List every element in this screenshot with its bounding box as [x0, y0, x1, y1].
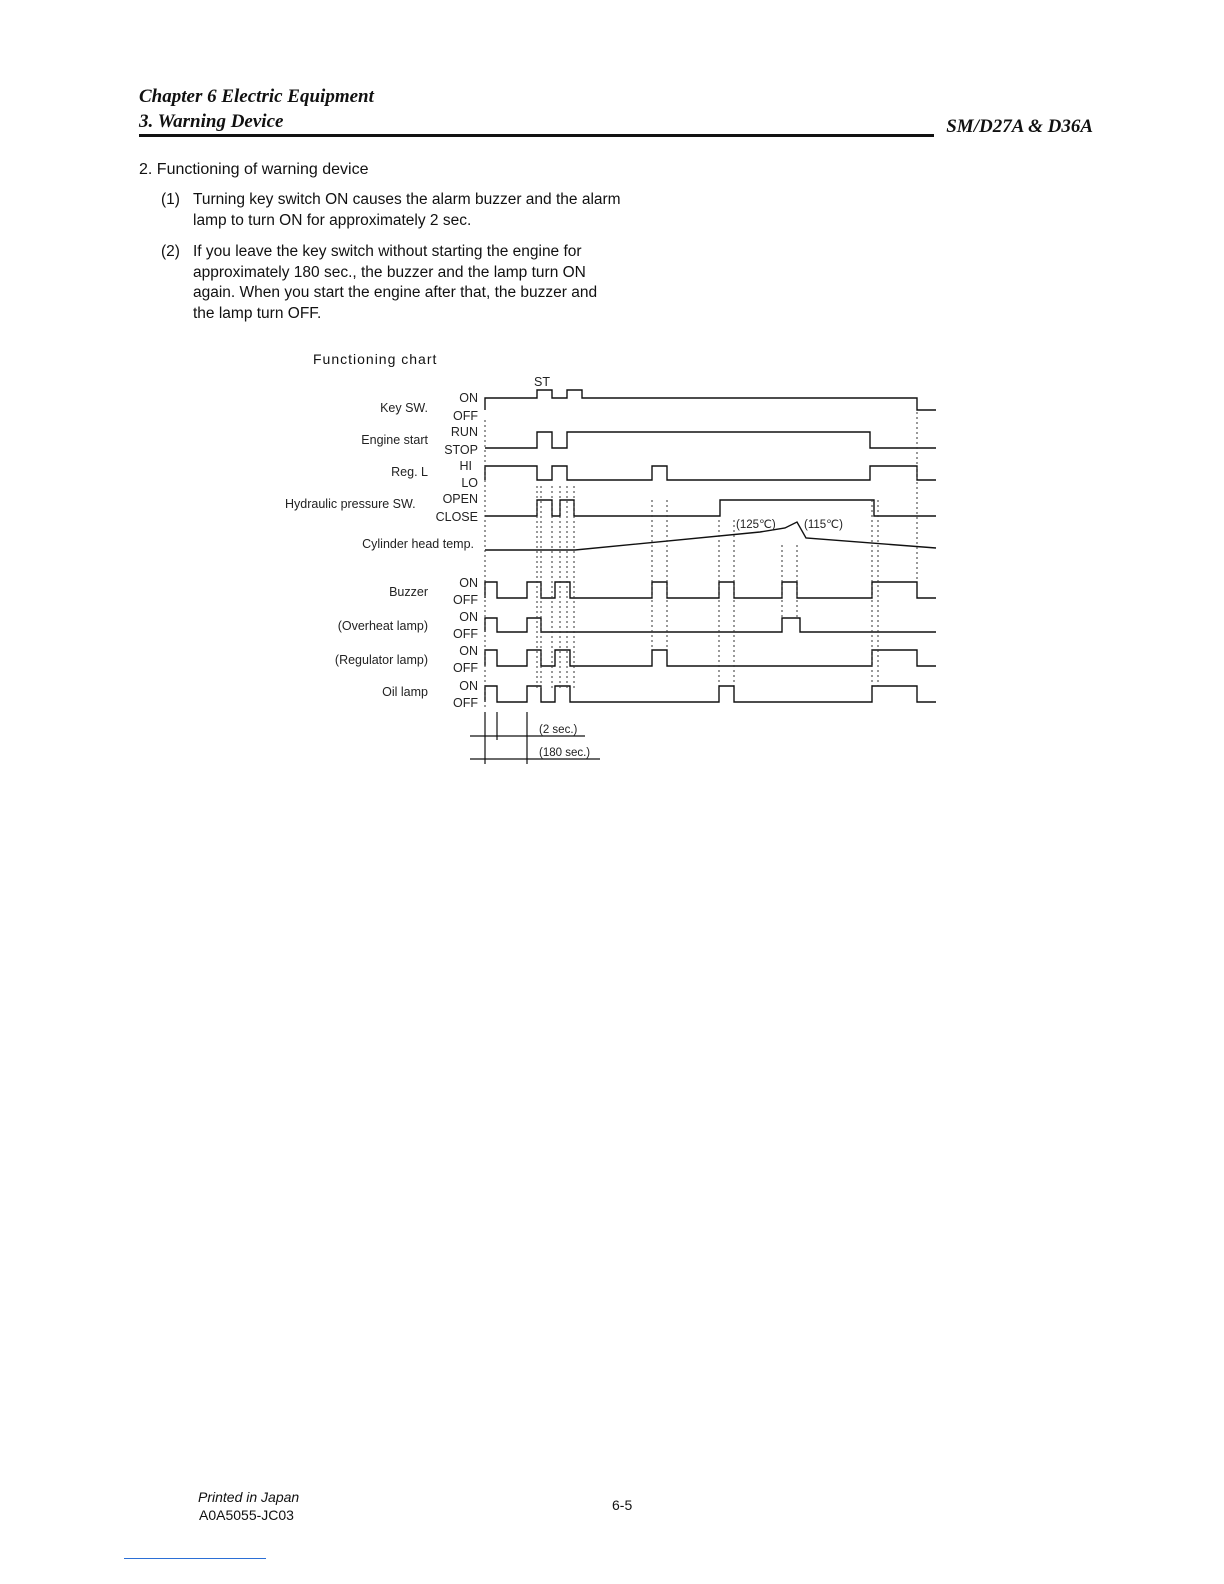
oil-lamp-trace: [485, 686, 936, 702]
signal-name: Key SW.: [380, 401, 428, 415]
bottom-rule: [124, 1558, 266, 1559]
temp-label: (125℃): [736, 519, 776, 531]
state-low-label: CLOSE: [435, 510, 478, 524]
overheat-lamp-trace: [485, 618, 936, 632]
model-label: SM/D27A & D36A: [946, 116, 1093, 137]
state-high-label: ON: [459, 679, 478, 693]
item-text: Turning key switch ON causes the alarm buzzer and the alarm lamp to turn ON for approximately 2 sec.: [193, 191, 621, 229]
interval-label: (2 sec.): [539, 724, 578, 736]
interval-label: (180 sec.): [539, 747, 591, 759]
signal-name: Engine start: [361, 433, 428, 447]
state-high-label: ON: [459, 391, 478, 405]
state-low-label: OFF: [453, 696, 478, 710]
chart-title: Functioning chart: [313, 351, 438, 367]
reg-l-trace: [485, 466, 936, 480]
buzzer-trace: [485, 582, 936, 598]
signal-name: Oil lamp: [382, 685, 428, 699]
document-code: A0A5055-JC03: [199, 1507, 294, 1523]
item-number: (2): [161, 243, 180, 260]
temp-label: (115℃): [804, 519, 843, 531]
signal-name: Reg. L: [391, 465, 428, 479]
engine-start-trace: [485, 432, 936, 448]
state-high-label: RUN: [450, 425, 478, 439]
content-heading: 2. Functioning of warning device: [139, 161, 369, 178]
state-low-label: OFF: [453, 409, 478, 423]
state-low-label: STOP: [444, 443, 478, 457]
hydraulic-pressure-trace: [485, 500, 936, 516]
signal-name: Hydraulic pressure SW.: [285, 497, 416, 511]
regulator-lamp-trace: [485, 650, 936, 666]
st-label: ST: [534, 375, 550, 389]
state-low-label: LO: [461, 476, 478, 490]
signal-name: (Overheat lamp): [337, 619, 428, 633]
state-low-label: OFF: [453, 627, 478, 641]
key-sw-trace: [485, 390, 936, 410]
signal-name: Cylinder head temp.: [362, 537, 474, 551]
cylinder-head-temp-trace: [485, 522, 936, 550]
state-high-label: ON: [459, 644, 478, 658]
state-high-label: OPEN: [442, 492, 478, 506]
item-number: (1): [161, 191, 180, 208]
state-low-label: OFF: [453, 661, 478, 675]
state-high-label: HI: [459, 459, 472, 473]
state-high-label: ON: [459, 576, 478, 590]
signal-name: (Regulator lamp): [334, 653, 428, 667]
state-high-label: ON: [459, 610, 478, 624]
printed-in-label: Printed in Japan: [198, 1489, 300, 1505]
page-number: 6-5: [612, 1497, 633, 1513]
signal-name: Buzzer: [389, 585, 428, 599]
section-title: 3. Warning Device: [139, 111, 284, 132]
chapter-title: Chapter 6 Electric Equipment: [139, 86, 374, 107]
state-low-label: OFF: [453, 593, 478, 607]
item-text: If you leave the key switch without starting the engine for approximately 180 sec., the buzzer and the lamp turn ON again. When you start the engine after that, the buzzer and the lamp turn OFF.: [193, 243, 598, 322]
